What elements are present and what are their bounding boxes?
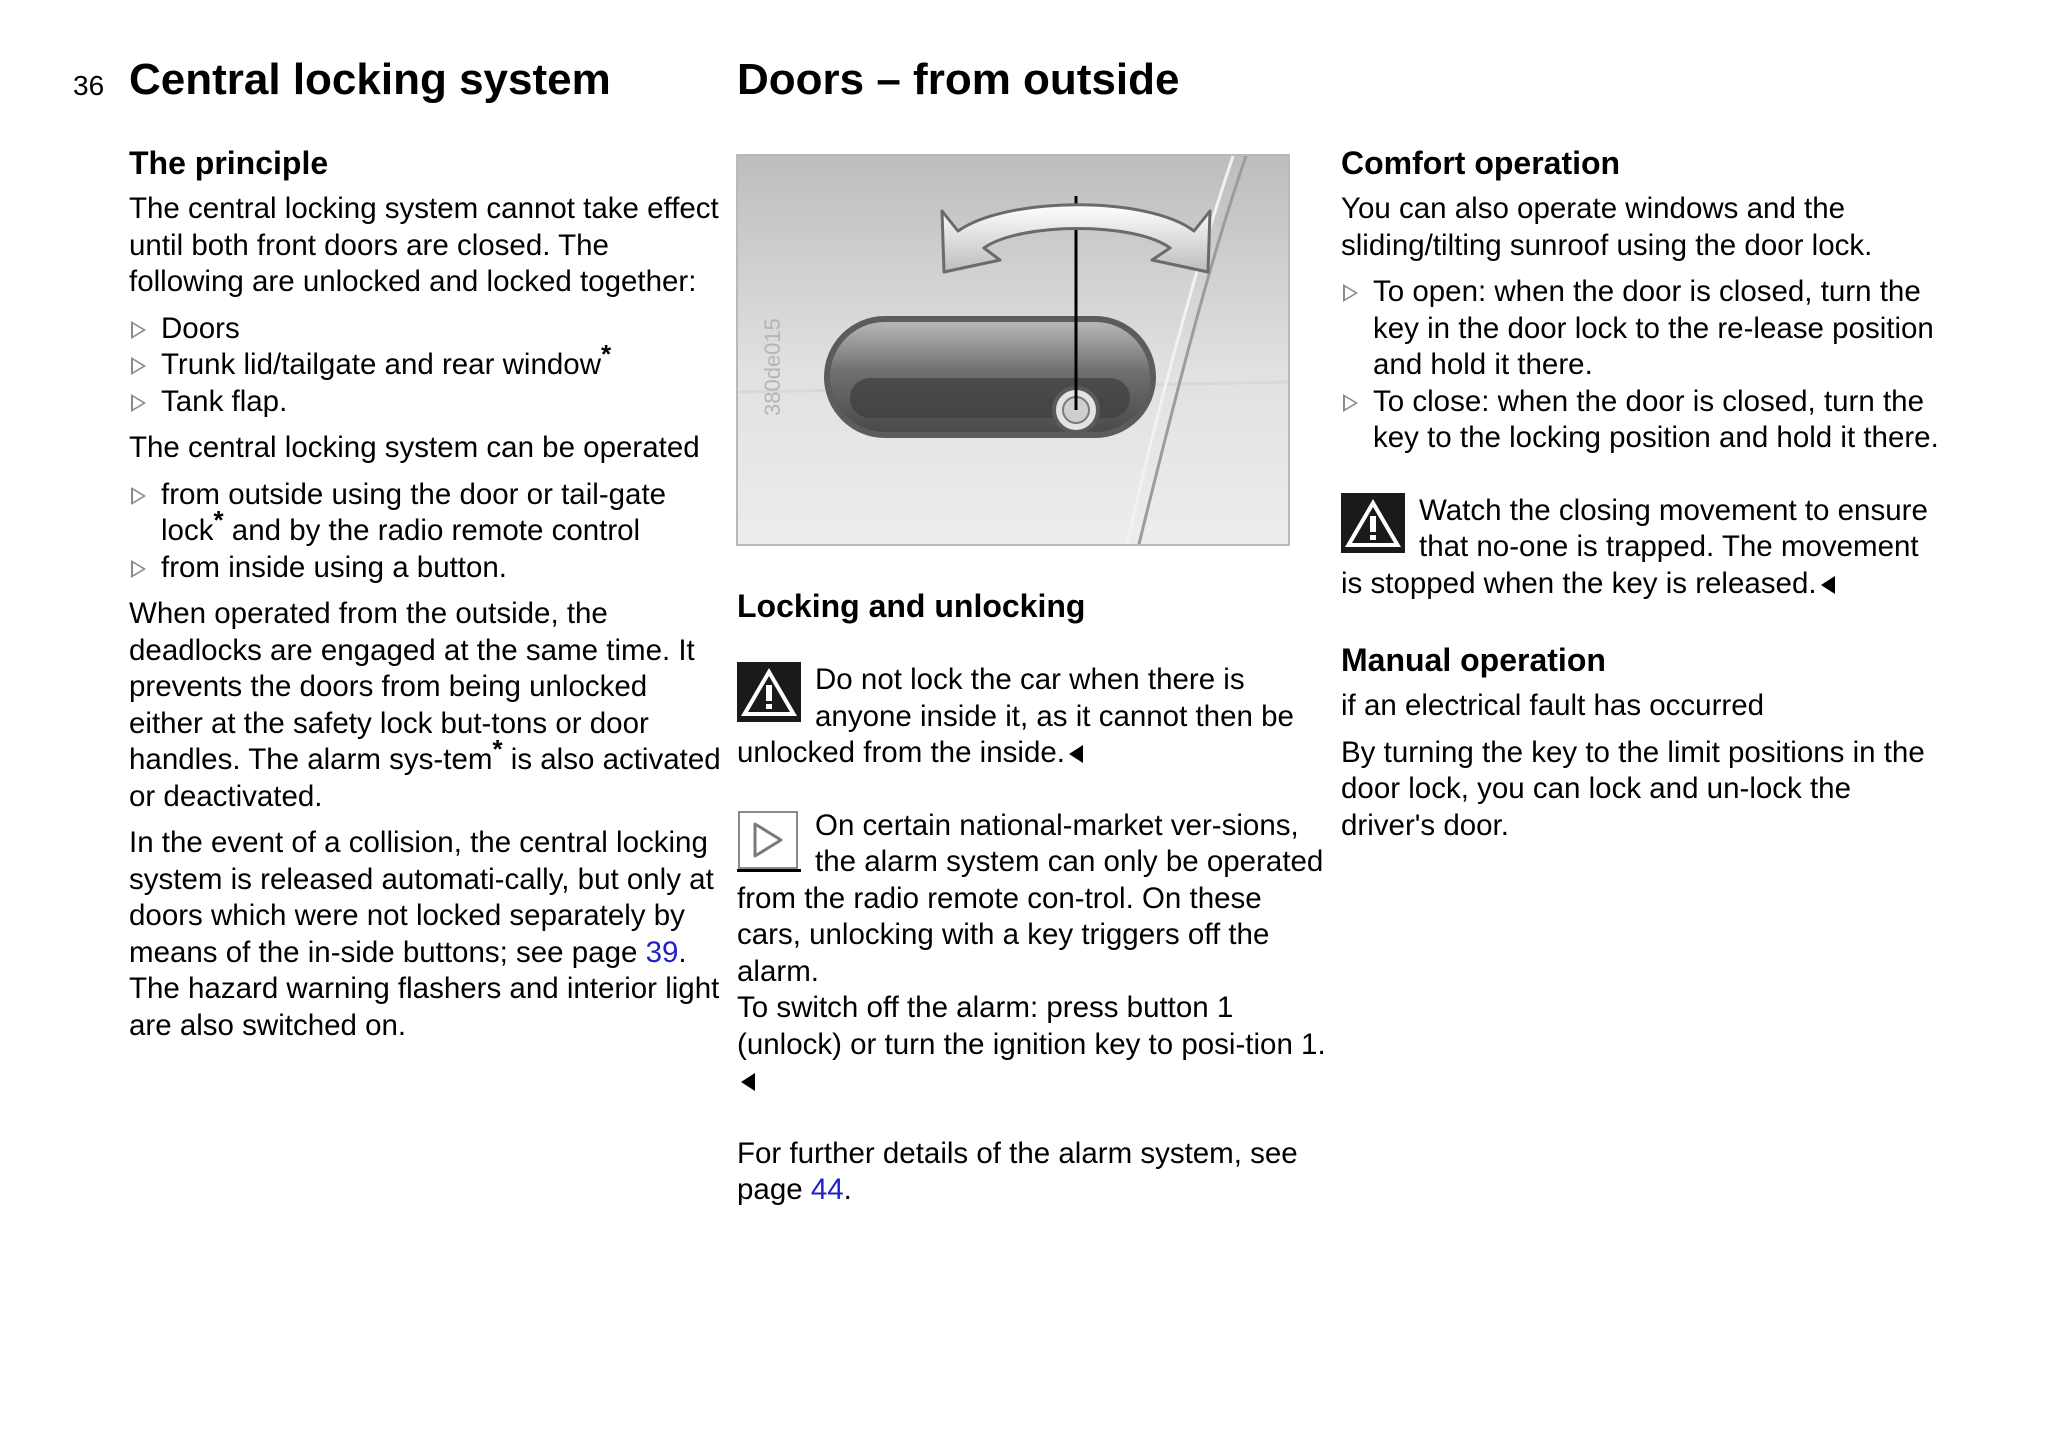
principle-intro: The central locking system cannot take effect until both front doors are closed. The following are unlocked and locked together:: [129, 192, 719, 298]
list-item: Tank flap.: [129, 384, 729, 421]
end-marker-icon: [741, 1073, 755, 1091]
warning-icon: [1341, 493, 1405, 553]
list-item: To open: when the door is closed, turn the key in the door lock to the re-lease position and hold it there.: [1341, 274, 1941, 384]
bullet-triangle-icon: [131, 487, 146, 505]
section-title-doors-outside: Doors – from outside: [737, 55, 1180, 104]
note-icon: [737, 810, 801, 872]
page-link-39[interactable]: 39: [645, 935, 679, 969]
locking-heading: Locking and unlocking: [737, 588, 1086, 624]
list-item: To close: when the door is closed, turn the key to the locking position and hold it there.: [1341, 384, 1941, 457]
page-number: 36: [73, 70, 105, 101]
collision-paragraph: In the event of a collision, the central locking system is released automati-cally, but only at doors which were not locked separately by means of the in-side buttons; see page 39. The hazard warning flashers and interior light are also switched on.: [129, 826, 720, 1042]
further-details: For further details of the alarm system, see page 44.: [737, 1136, 1298, 1206]
optional-star: *: [213, 505, 224, 536]
comfort-section: [1341, 147, 1941, 844]
bullet-triangle-icon: [131, 357, 146, 375]
operated-intro: The central locking system can be operated: [129, 431, 700, 464]
end-marker-icon: [1821, 576, 1835, 594]
locking-section: [737, 590, 1327, 1209]
list-item: Trunk lid/tailgate and rear window*: [129, 347, 729, 384]
door-handle-illustration: [736, 154, 1290, 546]
section-title-central-locking: Central locking system: [129, 55, 611, 104]
alarm-note: On certain national-market ver-sions, the alarm system can only be operated from the radio remote con-trol. On these cars, unlocking with a key triggers off the alarm.: [737, 808, 1324, 988]
page-link-44[interactable]: 44: [810, 1173, 844, 1206]
operated-list: [129, 477, 729, 587]
manual-condition: if an electrical fault has occurred: [1341, 689, 1765, 722]
bullet-triangle-icon: [131, 321, 146, 339]
manual-text: By turning the key to the limit positions in the door lock, you can lock and un-lock the driver's door.: [1341, 735, 1925, 842]
outside-operation-paragraph: When operated from the outside, the deadlocks are engaged at the same time. It prevents the doors from being unlocked either at the safety lock but-tons or door handles. The alarm sys-tem* is also activated or deactivated.: [129, 597, 721, 813]
bullet-triangle-icon: [131, 560, 146, 578]
switch-off-instruction: To switch off the alarm: press button 1 (unlock) or turn the ignition key to posi-tion 1.: [737, 990, 1327, 1100]
comfort-list: [1341, 274, 1941, 457]
door-handle-key-rotation-icon: [738, 156, 1290, 546]
bullet-triangle-icon: [1343, 284, 1358, 302]
principle-heading: The principle: [129, 145, 329, 181]
optional-star: *: [492, 734, 503, 765]
locking-warning: Do not lock the car when there is anyone inside it, as it cannot then be unlocked from the inside.: [737, 663, 1294, 769]
comfort-intro: You can also operate windows and the sliding/tilting sunroof using the door lock.: [1341, 192, 1873, 262]
comfort-heading: Comfort operation: [1341, 145, 1621, 181]
bullet-triangle-icon: [131, 394, 146, 412]
principle-section: [129, 147, 729, 1044]
figure-code: 380de015: [760, 318, 785, 416]
list-item: from outside using the door or tail-gate lock* and by the radio remote control: [129, 477, 729, 550]
warning-icon: [737, 662, 801, 722]
optional-star: *: [601, 339, 612, 370]
list-item: Doors: [129, 311, 729, 348]
unlocked-items-list: [129, 311, 729, 421]
bullet-triangle-icon: [1343, 394, 1358, 412]
manual-heading: Manual operation: [1341, 642, 1606, 678]
end-marker-icon: [1069, 745, 1083, 763]
list-item: from inside using a button.: [129, 550, 729, 587]
comfort-warning: Watch the closing movement to ensure that no-one is trapped. The movement is stopped when the key is released.: [1341, 493, 1928, 600]
